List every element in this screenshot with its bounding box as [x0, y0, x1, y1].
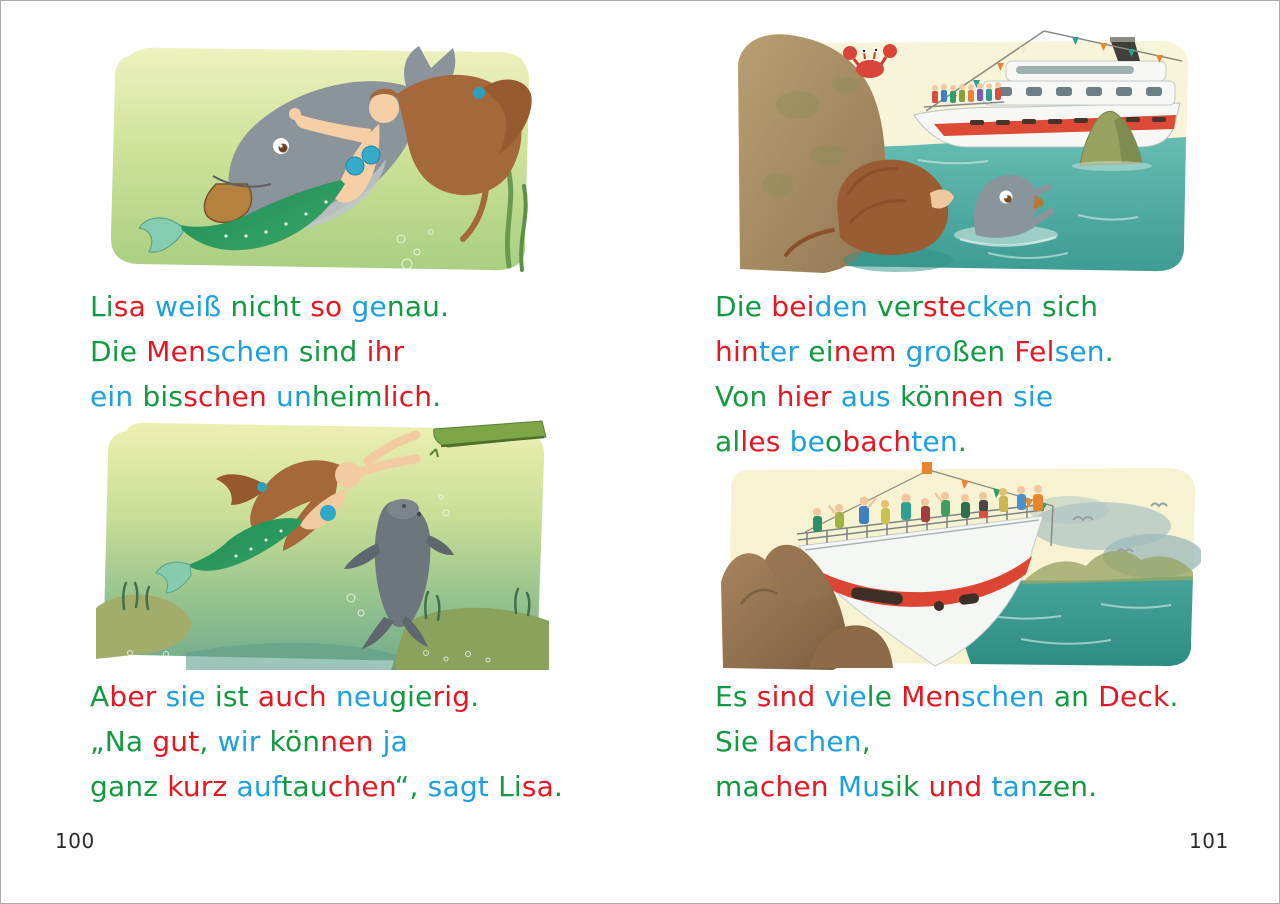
text-line: ein bisschen unheimlich. [90, 380, 442, 413]
page-number-right: 101 [1189, 829, 1229, 853]
text-line: Sie lachen, [715, 725, 871, 758]
illustration-hiding-behind-rock-watching-ship [738, 25, 1195, 277]
page-number-left: 100 [55, 829, 95, 853]
text-line: ganz kurz auftauchen“, sagt Lisa. [90, 770, 564, 803]
illustration-mermaid-dolphin-swimming-up [96, 413, 549, 670]
text-line: machen Musik und tanzen. [715, 770, 1098, 803]
text-line: Die beiden verstecken sich [715, 290, 1099, 323]
text-line: Von hier aus können sie [715, 380, 1054, 413]
story-text-block-2-right [715, 674, 1179, 809]
text-line: hinter einem großen Felsen. [715, 335, 1114, 368]
story-text-block-1-left [90, 284, 449, 419]
story-text-block-1-right [715, 284, 1114, 464]
text-line: alles beobachten. [715, 425, 967, 458]
text-line: Die Menschen sind ihr [90, 335, 405, 368]
text-line: „Na gut, wir können ja [90, 725, 408, 758]
text-line: Aber sie ist auch neugierig. [90, 680, 480, 713]
text-line: Lisa weiß nicht so genau. [90, 290, 450, 323]
illustration-mermaid-petting-dolphin-underwater [101, 34, 534, 277]
text-line: Es sind viele Menschen an Deck. [715, 680, 1179, 713]
illustration-people-dancing-on-ship-deck [721, 454, 1201, 672]
story-text-block-2-left [90, 674, 563, 809]
